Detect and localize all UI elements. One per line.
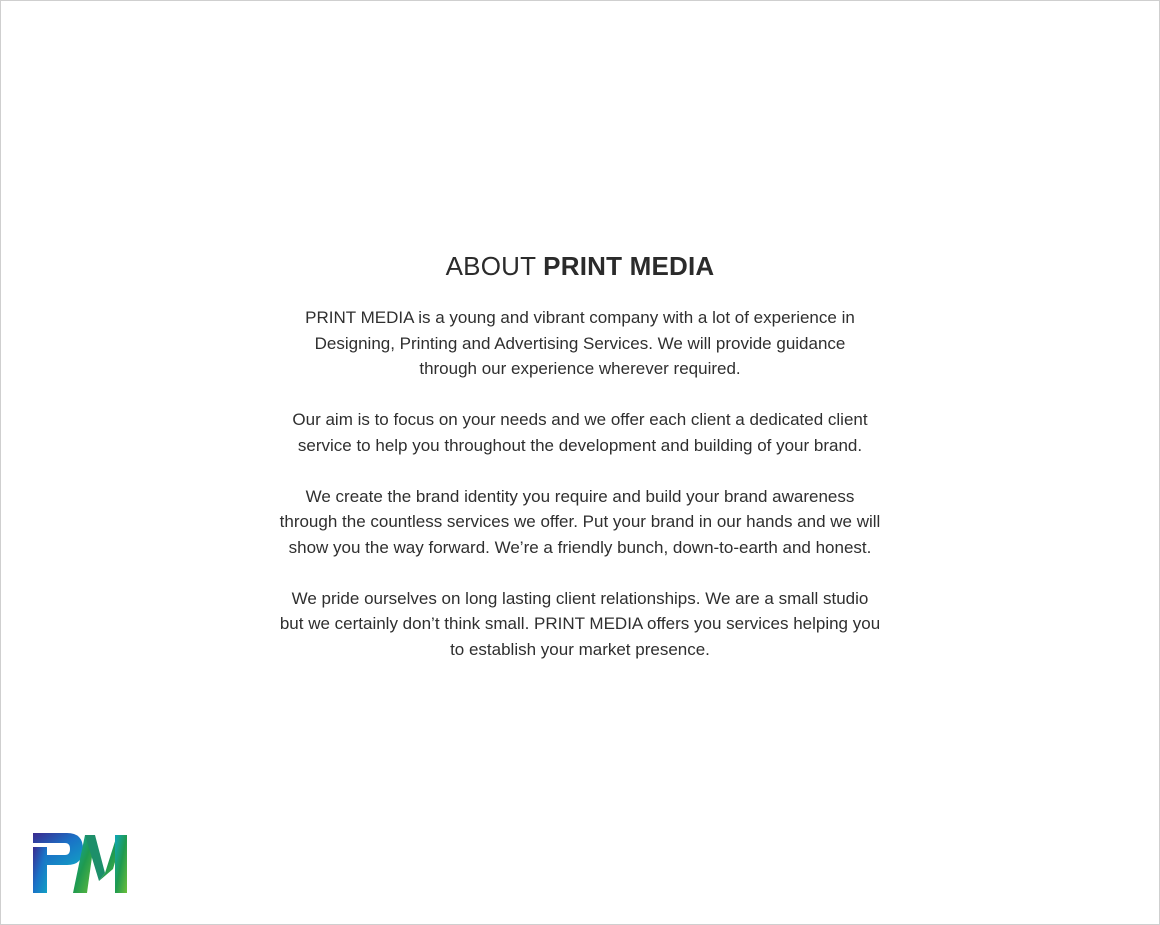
paragraph-aim	[1, 407, 1159, 458]
paragraph-line: show you the way forward. We’re a friendly bunch, down-to-earth and honest.	[288, 537, 872, 557]
about-section	[1, 249, 1159, 688]
paragraph-brand	[1, 484, 1159, 561]
page-title	[1, 249, 1159, 283]
paragraph-line: We pride ourselves on long lasting client relationships. We are a small studio	[291, 588, 869, 608]
paragraph-line: We create the brand identity you require and build your brand awareness	[305, 486, 855, 506]
paragraph-line: to establish your market presence.	[450, 640, 710, 660]
paragraph-relationships	[1, 586, 1159, 663]
paragraph-line: Designing, Printing and Advertising Services. We will provide guidance	[314, 333, 846, 353]
paragraph-line: through the countless services we offer. Put your brand in our hands and we will	[279, 512, 881, 532]
title-light: ABOUT	[445, 251, 536, 281]
paragraph-line: service to help you throughout the development and building of your brand.	[297, 435, 863, 455]
paragraph-line: Our aim is to focus on your needs and we offer each client a dedicated client	[292, 410, 868, 430]
title-strong: PRINT MEDIA	[543, 251, 715, 281]
paragraph-line: PRINT MEDIA is a young and vibrant company with a lot of experience in	[305, 308, 855, 327]
paragraph-line: through our experience wherever required.	[419, 359, 741, 379]
paragraph-line: but we certainly don’t think small. PRINT MEDIA offers you services helping you	[279, 614, 881, 634]
paragraph-intro	[1, 305, 1159, 382]
pm-logo-icon	[33, 833, 129, 895]
